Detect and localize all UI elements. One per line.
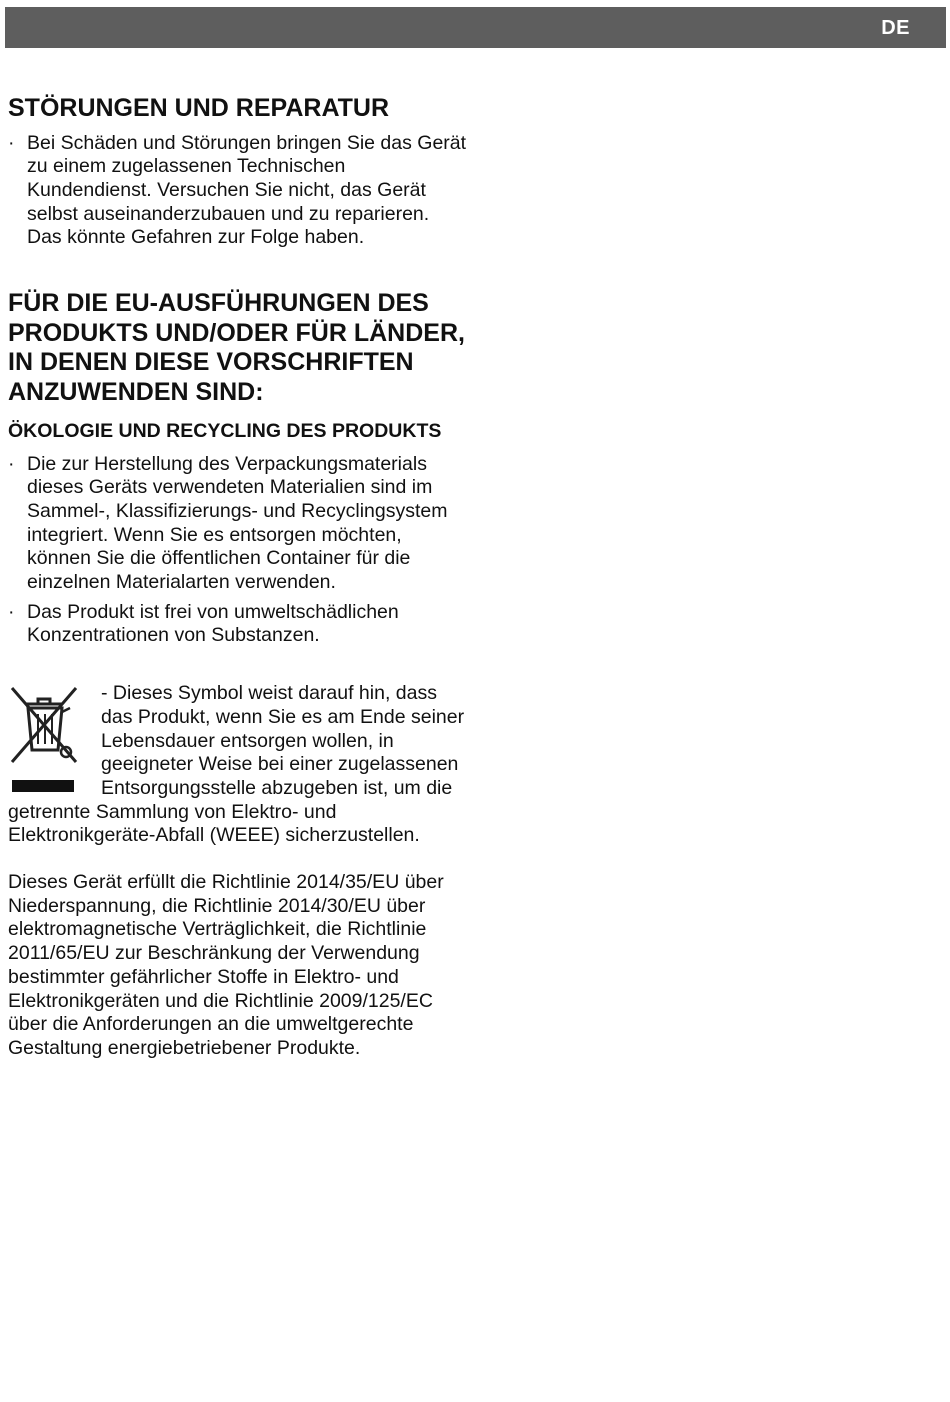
list-item: · Bei Schäden und Störungen bringen Sie das Gerät zu einem zugelassenen Technischen Kundendienst. Versuchen Sie nicht, das Gerät selbst auseinanderzubauen und zu reparieren. Das könnte Gefahren zur Folge haben. bbox=[8, 131, 467, 249]
weee-block bbox=[8, 682, 468, 848]
repair-list bbox=[8, 132, 468, 251]
ecology-list bbox=[8, 453, 468, 649]
list-item: · Das Produkt ist frei von umweltschädlichen Konzentrationen von Substanzen. bbox=[8, 600, 399, 647]
page-content bbox=[8, 94, 468, 1061]
list-item: · Die zur Herstellung des Verpackungsmaterials dieses Geräts verwendeten Materialien sind im Sammel-, Klassifizierungs- und Recyclingsystem integriert. Wenn Sie es entsorgen möchten, können Sie die öffentlichen Container für die einzelnen Materialarten verwenden. bbox=[8, 452, 448, 594]
language-code: DE bbox=[881, 17, 910, 39]
directive-notice: Dieses Gerät erfüllt die Richtlinie 2014/35/EU über Niederspannung, die Richtlinie 2014/30/EU über elektromagnetische Verträglichkeit, die Richtlinie 2011/65/EU zur Beschränkung der Verwendung bestimmter gefährlicher Stoffe in Elektro- und Elektronikgeräten und die Richtlinie 2009/125/EC über die Anforderungen an die umweltgerechte Gestaltung energiebetriebener Produkte. bbox=[8, 871, 444, 1059]
weee-notice: - Dieses Symbol weist darauf hin, dass das Produkt, wenn Sie es am Ende seiner Lebensdauer entsorgen wollen, in geeigneter Weise bei einer zugelassenen Entsorgungsstelle abzugeben ist, um die getrennte Sammlung von Elektro- und Elektronikgeräte-Abfall (WEEE) sicherzustellen. bbox=[8, 682, 465, 847]
header-bar bbox=[5, 7, 946, 48]
section-title-eu: FÜR DIE EU-AUSFÜHRUNGEN DES PRODUKTS UND/ODER FÜR LÄNDER, IN DENEN DIESE VORSCHRIFTEN ANZUWENDEN SIND: bbox=[8, 289, 465, 406]
crossed-out-wheeled-bin-icon bbox=[8, 682, 86, 800]
subtitle-ecology: ÖKOLOGIE UND RECYCLING DES PRODUKTS bbox=[8, 420, 442, 443]
section-title-repair: STÖRUNGEN UND REPARATUR bbox=[8, 94, 390, 122]
